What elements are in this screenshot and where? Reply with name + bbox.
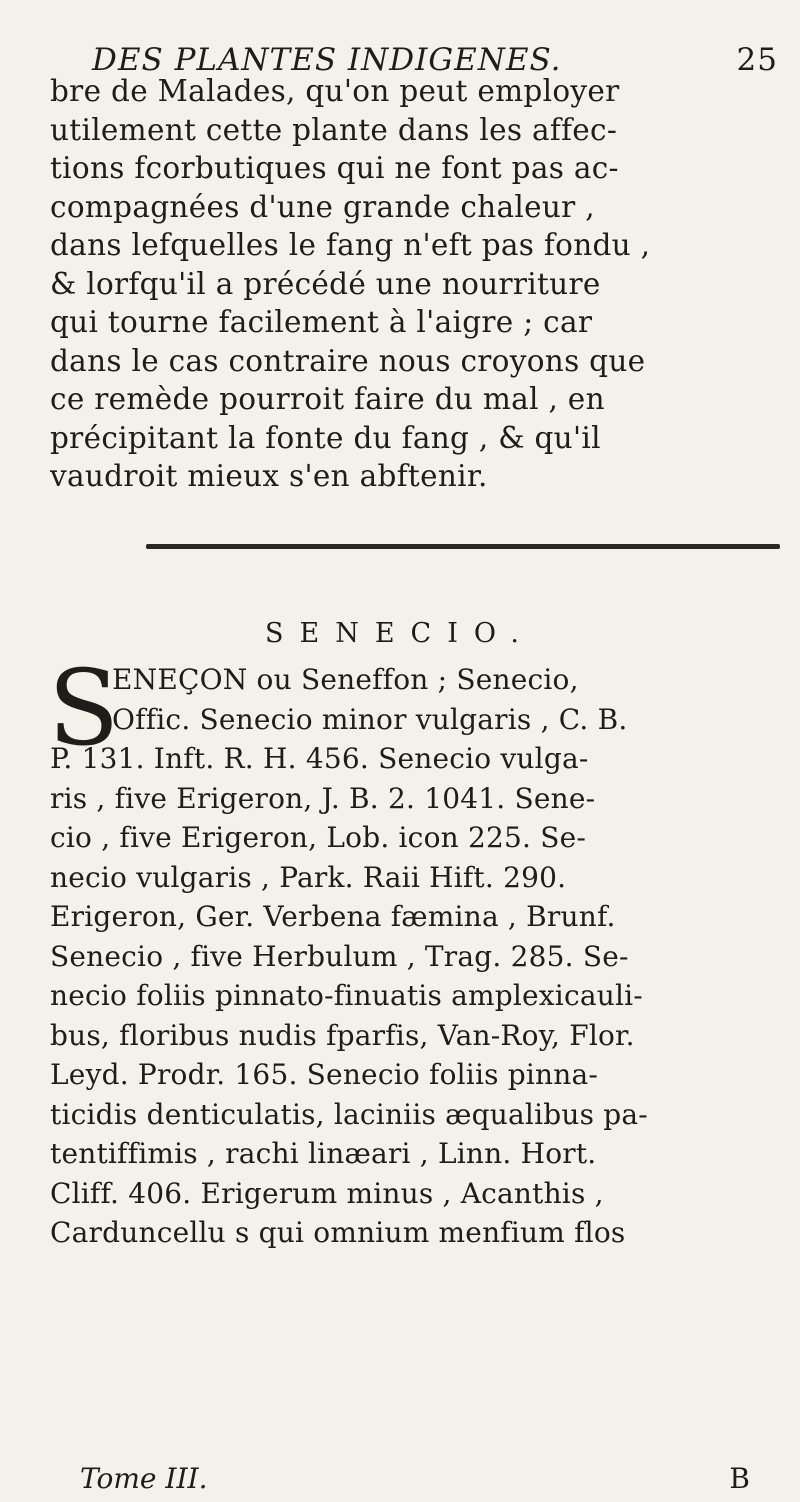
text-line: ENEÇON ou Seneffon ; Senecio, bbox=[112, 663, 579, 696]
text-line: ticidis denticulatis, laciniis æqualibus pa- bbox=[50, 1097, 648, 1131]
text-line: qui tourne facilement à l'aigre ; car bbox=[50, 305, 593, 339]
signature-mark: B bbox=[729, 1462, 750, 1495]
text-line: ris , five Erigeron, J. B. 2. 1041. Sene- bbox=[50, 781, 596, 815]
page-footer bbox=[80, 1462, 780, 1502]
text-line: utilement cette plante dans les affec- bbox=[50, 112, 618, 147]
section-divider bbox=[146, 544, 780, 549]
text-line: dans lefquelles le fang n'eft pas fondu , bbox=[50, 228, 651, 262]
body-text bbox=[50, 72, 780, 496]
text-line: & lorfqu'il a précédé une nourriture bbox=[50, 266, 601, 301]
section-title: SENECIO. bbox=[265, 618, 536, 649]
text-line: necio vulgaris , Park. Raii Hift. 290. bbox=[50, 860, 567, 894]
text-line: Offic. Senecio minor vulgaris , C. B. bbox=[112, 702, 628, 736]
text-line: précipitant la fonte du fang , & qu'il bbox=[50, 420, 601, 455]
section-paragraph bbox=[50, 660, 790, 1253]
text-line: vaudroit mieux s'en abftenir. bbox=[50, 459, 488, 493]
text-line: bre de Malades, qu'on peut employer bbox=[50, 74, 620, 108]
running-title: DES PLANTES INDIGENES. bbox=[92, 42, 562, 78]
text-line: dans le cas contraire nous croyons que bbox=[50, 343, 646, 378]
text-line: Carduncellu s qui omnium menfium flos bbox=[50, 1216, 626, 1249]
drop-cap: S bbox=[48, 647, 120, 769]
text-line: tions fcorbutiques qui ne font pas ac- bbox=[50, 151, 619, 185]
page-number: 25 bbox=[736, 42, 778, 78]
text-line: tentiffimis , rachi linæari , Linn. Hort. bbox=[50, 1137, 597, 1170]
text-line: Senecio , five Herbulum , Trag. 285. Se- bbox=[50, 939, 629, 973]
text-line: P. 131. Inft. R. H. 456. Senecio vulga- bbox=[50, 742, 589, 775]
text-line: necio foliis pinnato-finuatis amplexicauli- bbox=[50, 979, 643, 1012]
text-line: cio , five Erigeron, Lob. icon 225. Se- bbox=[50, 821, 587, 854]
text-line: ce remède pourroit faire du mal , en bbox=[50, 382, 605, 416]
volume-label: Tome III. bbox=[80, 1462, 208, 1495]
text-line: bus, floribus nudis fparfis, Van-Roy, Flor. bbox=[50, 1018, 635, 1052]
text-line: Leyd. Prodr. 165. Senecio foliis pinna- bbox=[50, 1058, 599, 1091]
text-line: Erigeron, Ger. Verbena fæmina , Brunf. bbox=[50, 900, 616, 933]
text-line: compagnées d'une grande chaleur , bbox=[50, 189, 595, 224]
text-line: Cliff. 406. Erigerum minus , Acanthis , bbox=[50, 1176, 604, 1210]
